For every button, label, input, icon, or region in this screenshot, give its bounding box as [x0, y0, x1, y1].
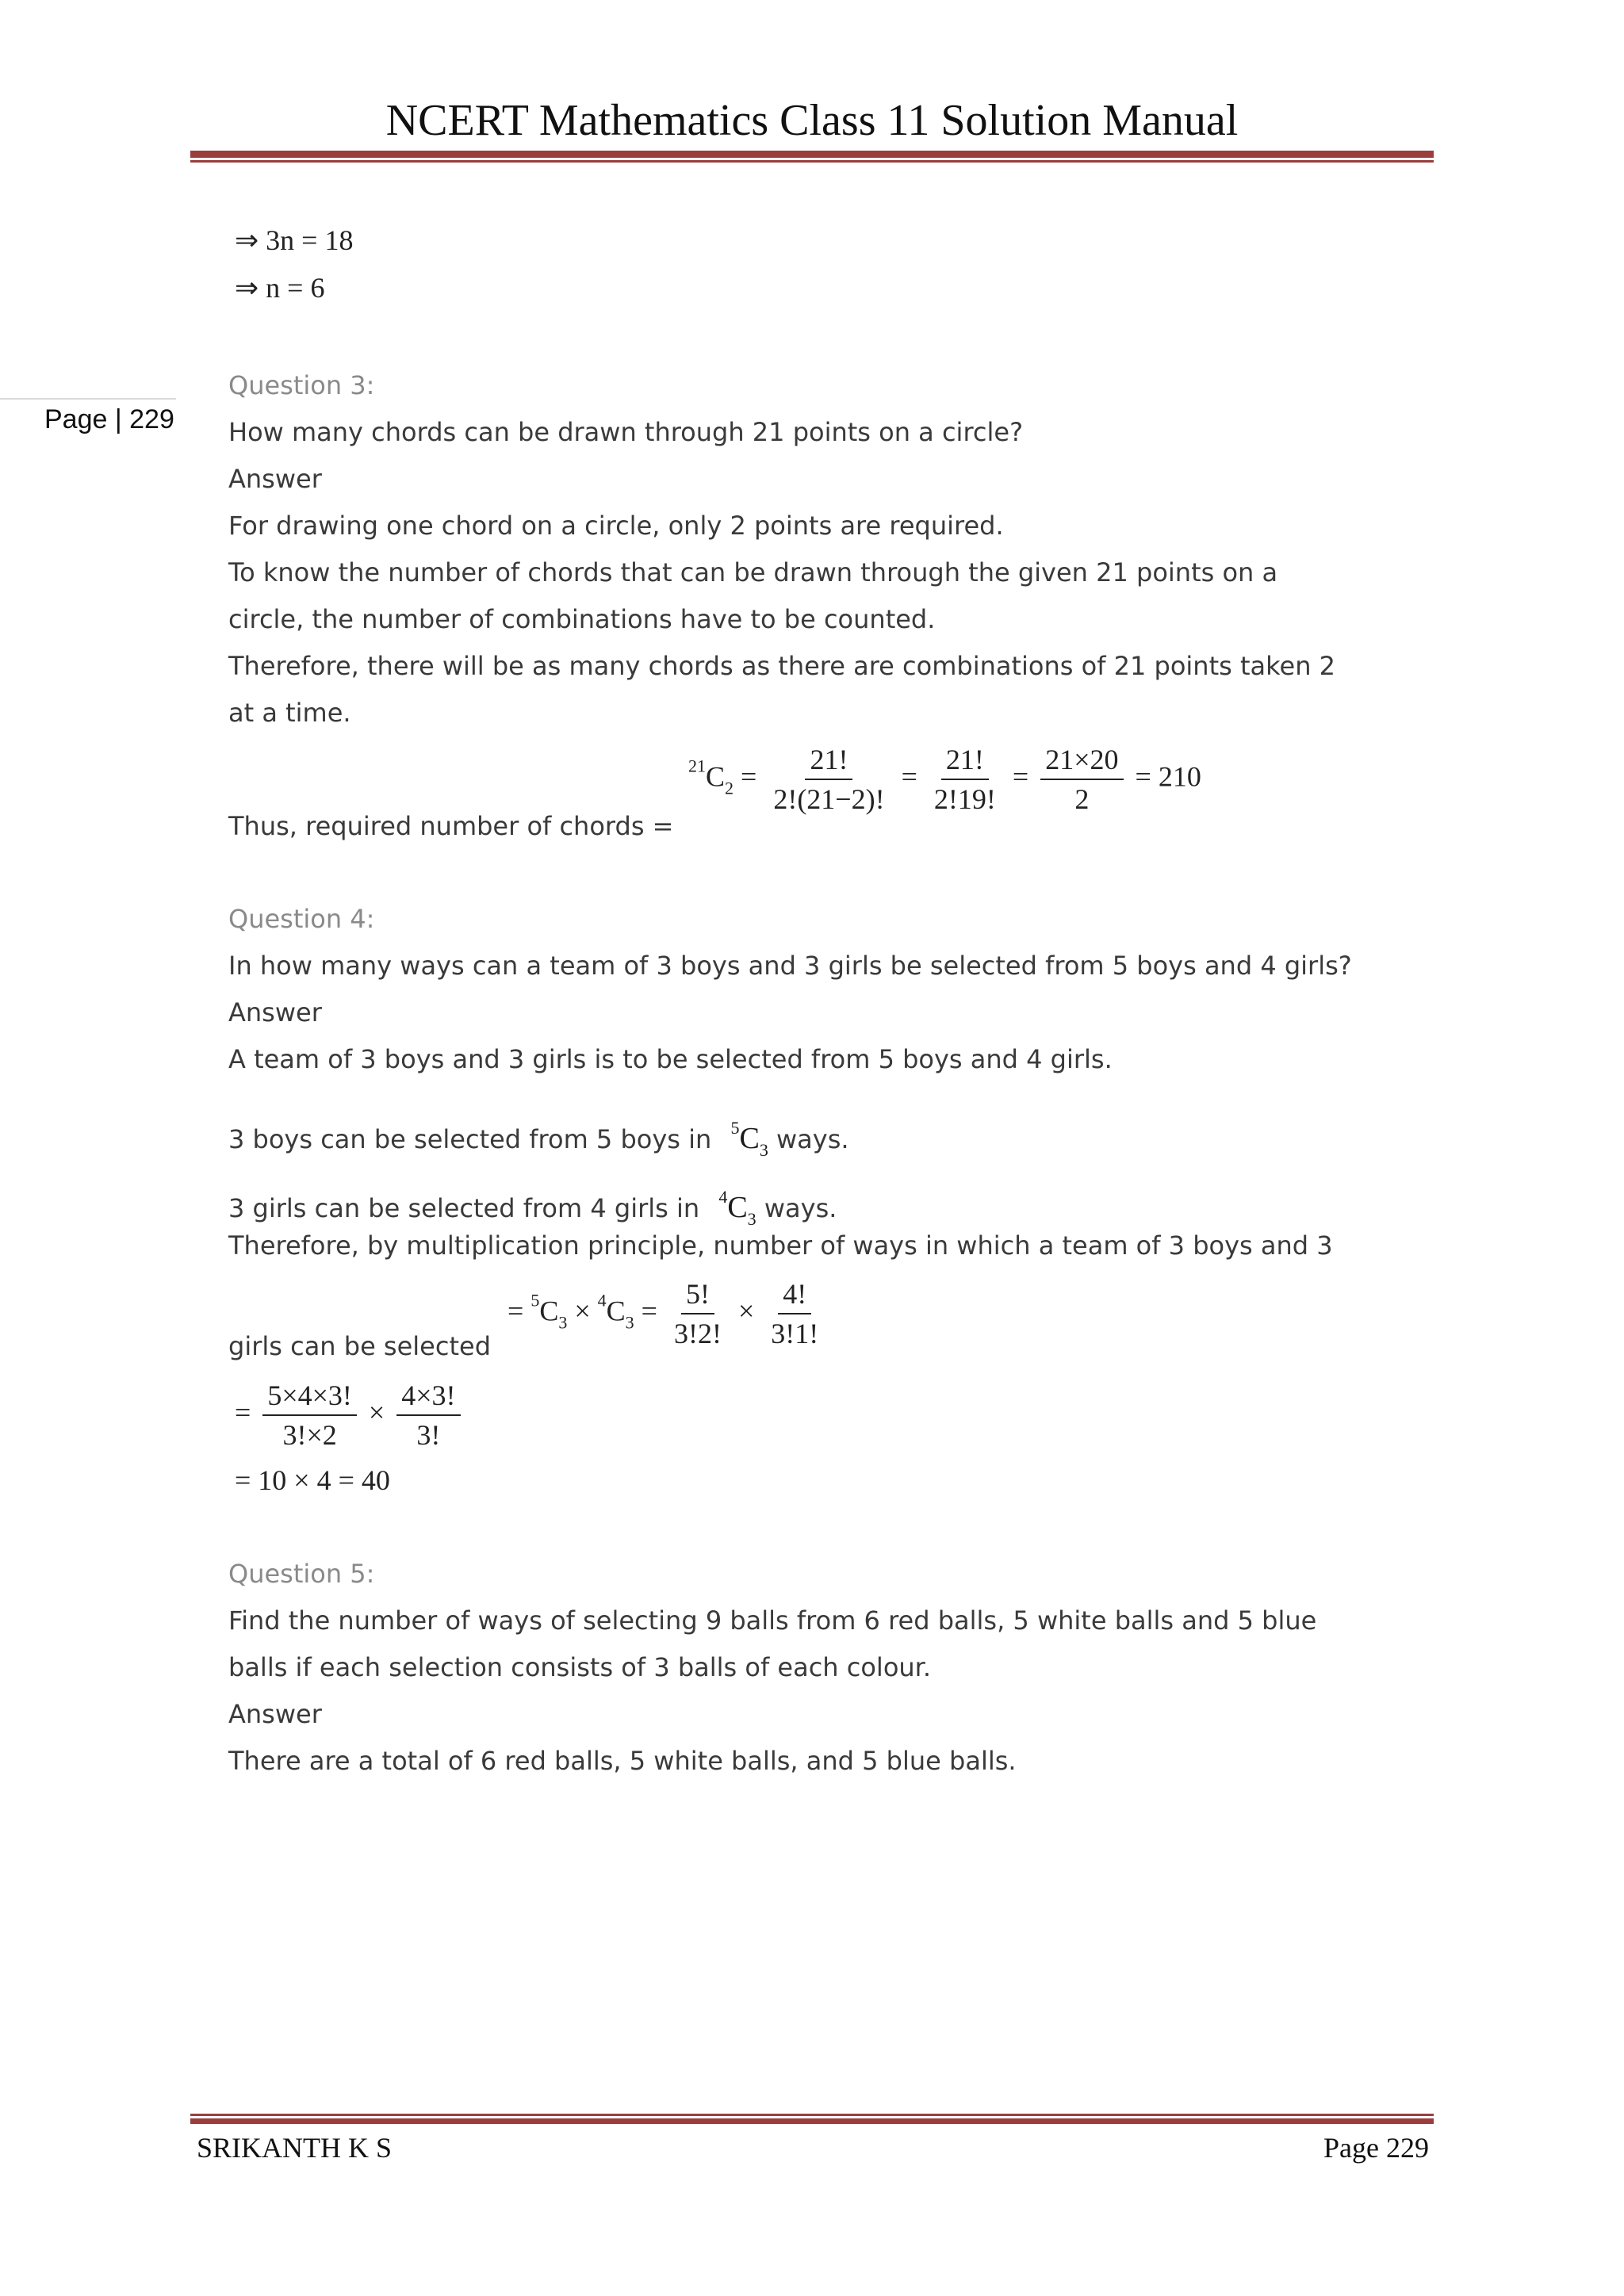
combo-base: C: [727, 1191, 748, 1224]
times-sign: ×: [368, 1396, 385, 1429]
fraction-numerator: 21!: [805, 744, 852, 780]
question-3-answer-line-5: at a time.: [228, 698, 351, 728]
combo-base: C: [606, 1295, 626, 1327]
combo-sub: 3: [759, 1140, 768, 1160]
question-5-answer-line-1: There are a total of 6 red balls, 5 white balls, and 5 blue balls.: [228, 1746, 1017, 1776]
math-line-3n: ⇒ 3n = 18: [235, 224, 354, 256]
question-3-answer-label: Answer: [228, 464, 322, 494]
fraction-numerator: 21!: [941, 744, 989, 780]
footer-author: SRIKANTH K S: [197, 2132, 393, 2164]
combo-sup: 4: [597, 1290, 607, 1311]
fraction-numerator: 5!: [681, 1278, 714, 1314]
fraction-denominator: 3!1!: [771, 1318, 819, 1349]
question-4-equation-1: [508, 1278, 828, 1349]
question-4-boys-line: [228, 1112, 849, 1166]
fraction-1: [262, 1380, 357, 1451]
fraction-1: [768, 744, 889, 815]
question-5-answer-label: Answer: [228, 1699, 322, 1729]
header-rule-thick: [190, 151, 1434, 158]
question-4-answer-label: Answer: [228, 997, 322, 1027]
eq-base: C: [706, 760, 726, 793]
document-title: NCERT Mathematics Class 11 Solution Manual: [385, 96, 1239, 145]
boys-combination: [730, 1118, 768, 1160]
question-4-answer-line-1: A team of 3 boys and 3 girls is to be selected from 5 boys and 4 girls.: [228, 1044, 1113, 1074]
fraction-2: [929, 744, 1001, 815]
page-tab-divider: [0, 398, 176, 400]
fraction-3: [1040, 744, 1123, 815]
combo-sub: 3: [625, 1312, 634, 1333]
eq-result: = 210: [1135, 760, 1201, 793]
question-4-text: In how many ways can a team of 3 boys and 3 girls be selected from 5 boys and 4 girls?: [228, 951, 1352, 981]
combo-sub: 3: [558, 1312, 568, 1333]
eq-sign: =: [235, 1396, 251, 1429]
girls-after: ways.: [764, 1193, 837, 1223]
girls-text: 3 girls can be selected from 4 girls in: [228, 1193, 700, 1223]
page-tab-label: Page | 229: [44, 404, 174, 434]
combo-base: C: [539, 1295, 559, 1327]
fraction-denominator: 2!19!: [933, 783, 996, 815]
question-5-text-line-1: Find the number of ways of selecting 9 balls from 6 red balls, 5 white balls and 5 blue: [228, 1605, 1317, 1636]
fraction-denominator: 3!2!: [673, 1318, 722, 1349]
fraction-1: [669, 1278, 726, 1349]
boys-after: ways.: [776, 1124, 849, 1154]
question-4-answer-line-2: Therefore, by multiplication principle, number of ways in which a team of 3 boys and 3: [228, 1230, 1333, 1261]
header-rule-thin: [190, 160, 1434, 163]
question-4-answer-line-3: girls can be selected: [228, 1331, 491, 1361]
fraction-numerator: 5×4×3!: [262, 1380, 357, 1416]
fraction-numerator: 21×20: [1040, 744, 1123, 780]
combo-sub: 3: [747, 1209, 756, 1229]
question-3-combination-equation: [688, 744, 1201, 815]
question-4-equation-3: = 10 × 4 = 40: [235, 1464, 390, 1496]
question-5-text-line-2: balls if each selection consists of 3 balls of each colour.: [228, 1652, 932, 1682]
times-sign: ×: [737, 1295, 755, 1327]
combo-sup: 5: [730, 1118, 740, 1138]
fraction-denominator: 3!×2: [282, 1419, 337, 1451]
fraction-denominator: 3!: [416, 1419, 441, 1451]
eq-sign: =: [1012, 760, 1029, 793]
times-sign: ×: [574, 1295, 591, 1327]
fraction-2: [766, 1278, 823, 1349]
boys-text: 3 boys can be selected from 5 boys in: [228, 1124, 712, 1154]
math-line-n: ⇒ n = 6: [235, 272, 325, 304]
eq-sup: 21: [688, 756, 706, 776]
eq-sign: =: [741, 760, 757, 793]
question-3-answer-line-1: For drawing one chord on a circle, only 2 points are required.: [228, 511, 1004, 541]
eq-sign: =: [508, 1295, 524, 1327]
footer-page-number: Page 229: [1323, 2132, 1429, 2164]
question-3-thus-text: Thus, required number of chords =: [228, 811, 674, 841]
fraction-numerator: 4×3!: [396, 1380, 460, 1416]
combo-sup: 4: [718, 1187, 728, 1207]
fraction-denominator: 2!(21−2)!: [773, 783, 885, 815]
footer-rule-thick: [190, 2118, 1434, 2124]
question-3-answer-line-2: To know the number of chords that can be drawn through the given 21 points on a: [228, 557, 1278, 587]
girls-combination: [718, 1187, 756, 1229]
eq-sign: =: [901, 760, 917, 793]
combo-sup: 5: [530, 1290, 540, 1311]
footer-rule-thin: [190, 2114, 1434, 2116]
fraction-numerator: 4!: [778, 1278, 811, 1314]
question-3-answer-line-3: circle, the number of combinations have to be counted.: [228, 604, 936, 634]
fraction-2: [396, 1380, 460, 1451]
question-3-answer-line-4: Therefore, there will be as many chords as there are combinations of 21 points taken 2: [228, 651, 1336, 681]
fraction-denominator: 2: [1074, 783, 1090, 815]
eq-sign: =: [641, 1295, 657, 1327]
question-5-heading: Question 5:: [228, 1559, 375, 1589]
question-4-girls-line: [228, 1181, 837, 1235]
question-4-heading: Question 4:: [228, 904, 375, 934]
eq-sub: 2: [725, 778, 734, 798]
combo-base: C: [739, 1122, 760, 1155]
question-3-heading: Question 3:: [228, 370, 375, 400]
question-4-equation-2: [235, 1380, 465, 1451]
question-3-text: How many chords can be drawn through 21 points on a circle?: [228, 417, 1024, 447]
